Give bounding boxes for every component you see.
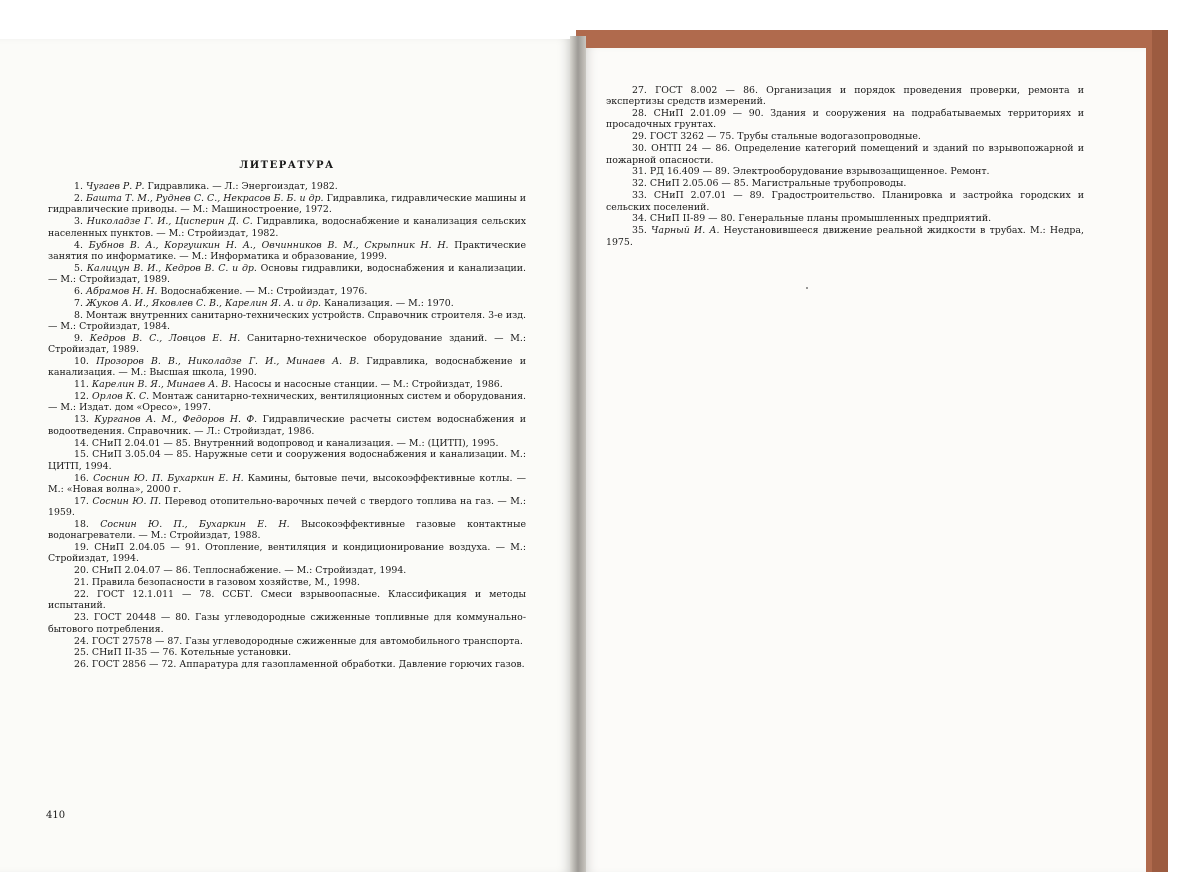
page-title: ЛИТЕРАТУРА bbox=[239, 160, 335, 171]
reference-text: Высокоэффективные газовые контактные водонагреватели. — М.: Стройиздат, 1988. bbox=[48, 519, 527, 542]
reference-authors: Калицун В. И., Кедров В. С. и др. bbox=[86, 262, 257, 274]
reference-entry bbox=[48, 496, 526, 519]
reference-number: 13. bbox=[74, 414, 89, 426]
reference-entry bbox=[48, 193, 526, 216]
reference-entry bbox=[48, 286, 526, 297]
reference-entry bbox=[606, 225, 1084, 248]
reference-entry bbox=[606, 190, 1084, 213]
speck bbox=[806, 287, 808, 289]
reference-text: СНиП 2.05.06 — 85. Магистральные трубопроводы. bbox=[649, 178, 907, 190]
reference-text: Насосы и насосные станции. — М.: Стройиздат, 1986. bbox=[234, 379, 503, 391]
reference-number: 29. bbox=[632, 131, 647, 143]
reference-number: 12. bbox=[74, 391, 89, 403]
reference-entry bbox=[48, 577, 526, 588]
reference-authors: Курганов А. М., Федоров Н. Ф. bbox=[94, 414, 258, 426]
reference-authors: Прозоров В. В., Николадзе Г. И., Минаев А. В. bbox=[96, 356, 360, 368]
reference-text: Монтаж внутренних санитарно-технических устройств. Справочник строителя. 3-е изд. — М.: Стройиздат, 1984. bbox=[48, 309, 527, 333]
reference-number: 6. bbox=[74, 285, 83, 297]
reference-authors: Орлов К. С. bbox=[91, 391, 150, 403]
reference-number: 1. bbox=[74, 181, 83, 193]
reference-entry bbox=[48, 379, 526, 390]
reference-number: 15. bbox=[74, 449, 89, 461]
reference-entry bbox=[606, 85, 1084, 108]
book-cover-shadow bbox=[1152, 30, 1168, 872]
reference-entry bbox=[48, 333, 526, 356]
reference-number: 32. bbox=[632, 178, 647, 190]
reference-number: 31. bbox=[632, 166, 647, 178]
reference-text: Водоснабжение. — М.: Стройиздат, 1976. bbox=[160, 285, 368, 297]
reference-number: 25. bbox=[74, 647, 89, 659]
reference-text: ГОСТ 8.002 — 86. Организация и порядок проведения проверки, ремонта и экспертизы средств измерений. bbox=[606, 85, 1084, 108]
reference-text: СНиП 3.05.04 — 85. Наружные сети и сооружения водоснабжения и канализации. М.: ЦИТП, 1994. bbox=[48, 449, 527, 472]
reference-authors: Карелин В. Я., Минаев А. В. bbox=[91, 379, 232, 391]
reference-number: 14. bbox=[74, 437, 89, 449]
reference-text: Основы гидравлики, водоснабжения и канализации. — М.: Стройиздат, 1989. bbox=[48, 262, 526, 286]
reference-entry bbox=[48, 473, 526, 496]
reference-authors: Жуков А. И., Яковлев С. В., Карелин Я. А. и др. bbox=[85, 297, 322, 309]
right-page-text bbox=[606, 85, 1084, 249]
reference-entry bbox=[48, 647, 526, 658]
reference-text: РД 16.409 — 89. Электрооборудование взрывозащищенное. Ремонт. bbox=[649, 166, 990, 178]
reference-entry bbox=[48, 449, 526, 472]
reference-authors: Башта Т. М., Руднев С. С., Некрасов Б. Б. и др. bbox=[86, 193, 324, 205]
reference-text: ГОСТ 3262 — 75. Трубы стальные водогазопроводные. bbox=[649, 131, 921, 143]
reference-number: 28. bbox=[632, 108, 647, 120]
reference-entry bbox=[48, 519, 526, 542]
reference-entry bbox=[48, 298, 526, 309]
reference-text: Санитарно-техническое оборудование зданий. — М.: Стройиздат, 1989. bbox=[48, 332, 526, 356]
reference-entry bbox=[48, 356, 526, 379]
reference-number: 30. bbox=[632, 143, 647, 155]
reference-text: СНиП II-35 — 76. Котельные установки. bbox=[91, 647, 292, 659]
reference-number: 34. bbox=[632, 213, 647, 225]
reference-number: 5. bbox=[74, 262, 83, 274]
reference-text: Камины, бытовые печи, высокоэффективные котлы. — М.: «Новая волна», 2000 г. bbox=[48, 472, 526, 495]
reference-number: 19. bbox=[74, 542, 89, 554]
reference-number: 8. bbox=[74, 309, 83, 321]
reference-text: СНиП 2.07.01 — 89. Градостроительство. Планировка и застройка городских и сельских поселений. bbox=[606, 190, 1084, 213]
reference-text: ГОСТ 20448 — 80. Газы углеводородные сжиженные топливные для коммунально-бытового потребления. bbox=[48, 612, 526, 635]
reference-text: Правила безопасности в газовом хозяйстве, М., 1998. bbox=[91, 577, 360, 589]
reference-text: СНиП 2.04.07 — 86. Теплоснабжение. — М.: Стройиздат, 1994. bbox=[91, 565, 407, 577]
reference-number: 7. bbox=[74, 297, 83, 309]
reference-number: 22. bbox=[74, 589, 89, 601]
reference-number: 20. bbox=[74, 565, 89, 577]
reference-entry bbox=[48, 542, 526, 565]
reference-authors: Чарный И. А. bbox=[651, 225, 720, 237]
reference-number: 3. bbox=[74, 216, 83, 228]
reference-entry bbox=[48, 659, 526, 670]
reference-authors: Бубнов В. А., Коргушкин Н. А., Овчинников В. М., Скрыпник Н. Н. bbox=[88, 239, 449, 251]
reference-number: 24. bbox=[74, 635, 89, 647]
reference-authors: Николадзе Г. И., Цисперин Д. С. bbox=[86, 216, 253, 228]
reference-entry bbox=[48, 240, 526, 263]
reference-entry bbox=[48, 216, 526, 239]
reference-entry bbox=[48, 181, 526, 192]
reference-entry bbox=[606, 143, 1084, 166]
reference-text: СНиП 2.01.09 — 90. Здания и сооружения на подрабатываемых территориях и просадочных грунтах. bbox=[606, 108, 1085, 131]
reference-number: 18. bbox=[74, 519, 89, 530]
book-gutter bbox=[570, 36, 586, 872]
reference-entry bbox=[606, 178, 1084, 189]
reference-list bbox=[48, 181, 526, 670]
reference-text: Монтаж санитарно-технических, вентиляционных систем и оборудования. — М.: Издат. дом «Оресо», 1997. bbox=[48, 391, 526, 414]
reference-entry bbox=[48, 565, 526, 576]
reference-entry bbox=[48, 310, 526, 333]
reference-text: ГОСТ 27578 — 87. Газы углеводородные сжиженные для автомобильного транспорта. bbox=[91, 635, 523, 647]
reference-text: Гидравлика, водоснабжение и канализация сельских населенных пунктов. — М.: Стройиздат, 1982. bbox=[48, 216, 526, 239]
reference-entry bbox=[48, 589, 526, 612]
reference-number: 26. bbox=[74, 659, 89, 671]
reference-entry bbox=[48, 263, 526, 286]
left-page-text bbox=[48, 160, 526, 671]
reference-authors: Соснин Ю. П. bbox=[92, 495, 162, 507]
reference-number: 23. bbox=[74, 612, 89, 624]
page-number: 410 bbox=[46, 810, 66, 821]
reference-text: Гидравлика, водоснабжение и канализация. — М.: Высшая школа, 1990. bbox=[48, 356, 527, 379]
reference-entry bbox=[606, 166, 1084, 177]
reference-number: 21. bbox=[74, 577, 89, 589]
reference-number: 17. bbox=[74, 495, 89, 507]
reference-entry bbox=[606, 213, 1084, 224]
reference-number: 33. bbox=[632, 190, 647, 202]
reference-number: 2. bbox=[74, 193, 83, 205]
reference-text: ГОСТ 12.1.011 — 78. ССБТ. Смеси взрывоопасные. Классификация и методы испытаний. bbox=[48, 589, 526, 612]
reference-authors: Соснин Ю. П., Бухаркин Е. Н. bbox=[100, 519, 290, 530]
reference-entry bbox=[606, 108, 1084, 131]
reference-number: 27. bbox=[632, 85, 647, 96]
reference-entry bbox=[606, 131, 1084, 142]
reference-entry bbox=[48, 438, 526, 449]
reference-entry bbox=[48, 636, 526, 647]
reference-entry bbox=[48, 612, 526, 635]
reference-text: Перевод отопительно-варочных печей с твердого топлива на газ. — М.: 1959. bbox=[48, 495, 526, 519]
reference-text: СНиП 2.04.05 — 91. Отопление, вентиляция и кондиционирование воздуха. — М.: Стройиздат, 1994. bbox=[48, 542, 526, 565]
reference-text: Гидравлика. — Л.: Энергоиздат, 1982. bbox=[147, 181, 338, 193]
reference-number: 35. bbox=[632, 225, 647, 237]
reference-authors: Чугаев Р. Р. bbox=[85, 181, 145, 193]
reference-text: Практические занятия по информатике. — М.: Информатика и образование, 1999. bbox=[48, 239, 527, 262]
reference-text: Неустановившееся движение реальной жидкости в трубах. М.: Недра, 1975. bbox=[606, 225, 1084, 248]
reference-authors: Соснин Ю. П. Бухаркин Е. Н. bbox=[93, 472, 244, 484]
reference-authors: Абрамов Н. Н. bbox=[85, 285, 158, 297]
reference-number: 4. bbox=[74, 239, 83, 251]
reference-text: Гидравлика, гидравлические машины и гидравлические приводы. — М.: Машиностроение, 1972. bbox=[48, 193, 526, 216]
reference-text: ГОСТ 2856 — 72. Аппаратура для газопламенной обработки. Давление горючих газов. bbox=[91, 659, 525, 671]
reference-authors: Кедров В. С., Ловцов Е. Н. bbox=[89, 332, 241, 344]
reference-list bbox=[606, 85, 1084, 248]
reference-text: СНиП 2.04.01 — 85. Внутренний водопровод и канализация. — М.: (ЦИТП), 1995. bbox=[91, 437, 499, 449]
reference-text: ОНТП 24 — 86. Определение категорий помещений и зданий по взрывопожарной и пожарной опасности. bbox=[606, 143, 1084, 166]
reference-text: Гидравлические расчеты систем водоснабжения и водоотведения. Справочник. — Л.: Стройиздат, 1986. bbox=[48, 414, 527, 437]
reference-number: 9. bbox=[74, 332, 83, 344]
reference-text: Канализация. — М.: 1970. bbox=[324, 297, 454, 309]
reference-text: СНиП II-89 — 80. Генеральные планы промышленных предприятий. bbox=[649, 213, 992, 225]
reference-number: 11. bbox=[74, 379, 89, 391]
reference-number: 16. bbox=[74, 472, 89, 484]
reference-entry bbox=[48, 414, 526, 437]
reference-number: 10. bbox=[74, 356, 89, 368]
reference-entry bbox=[48, 391, 526, 414]
